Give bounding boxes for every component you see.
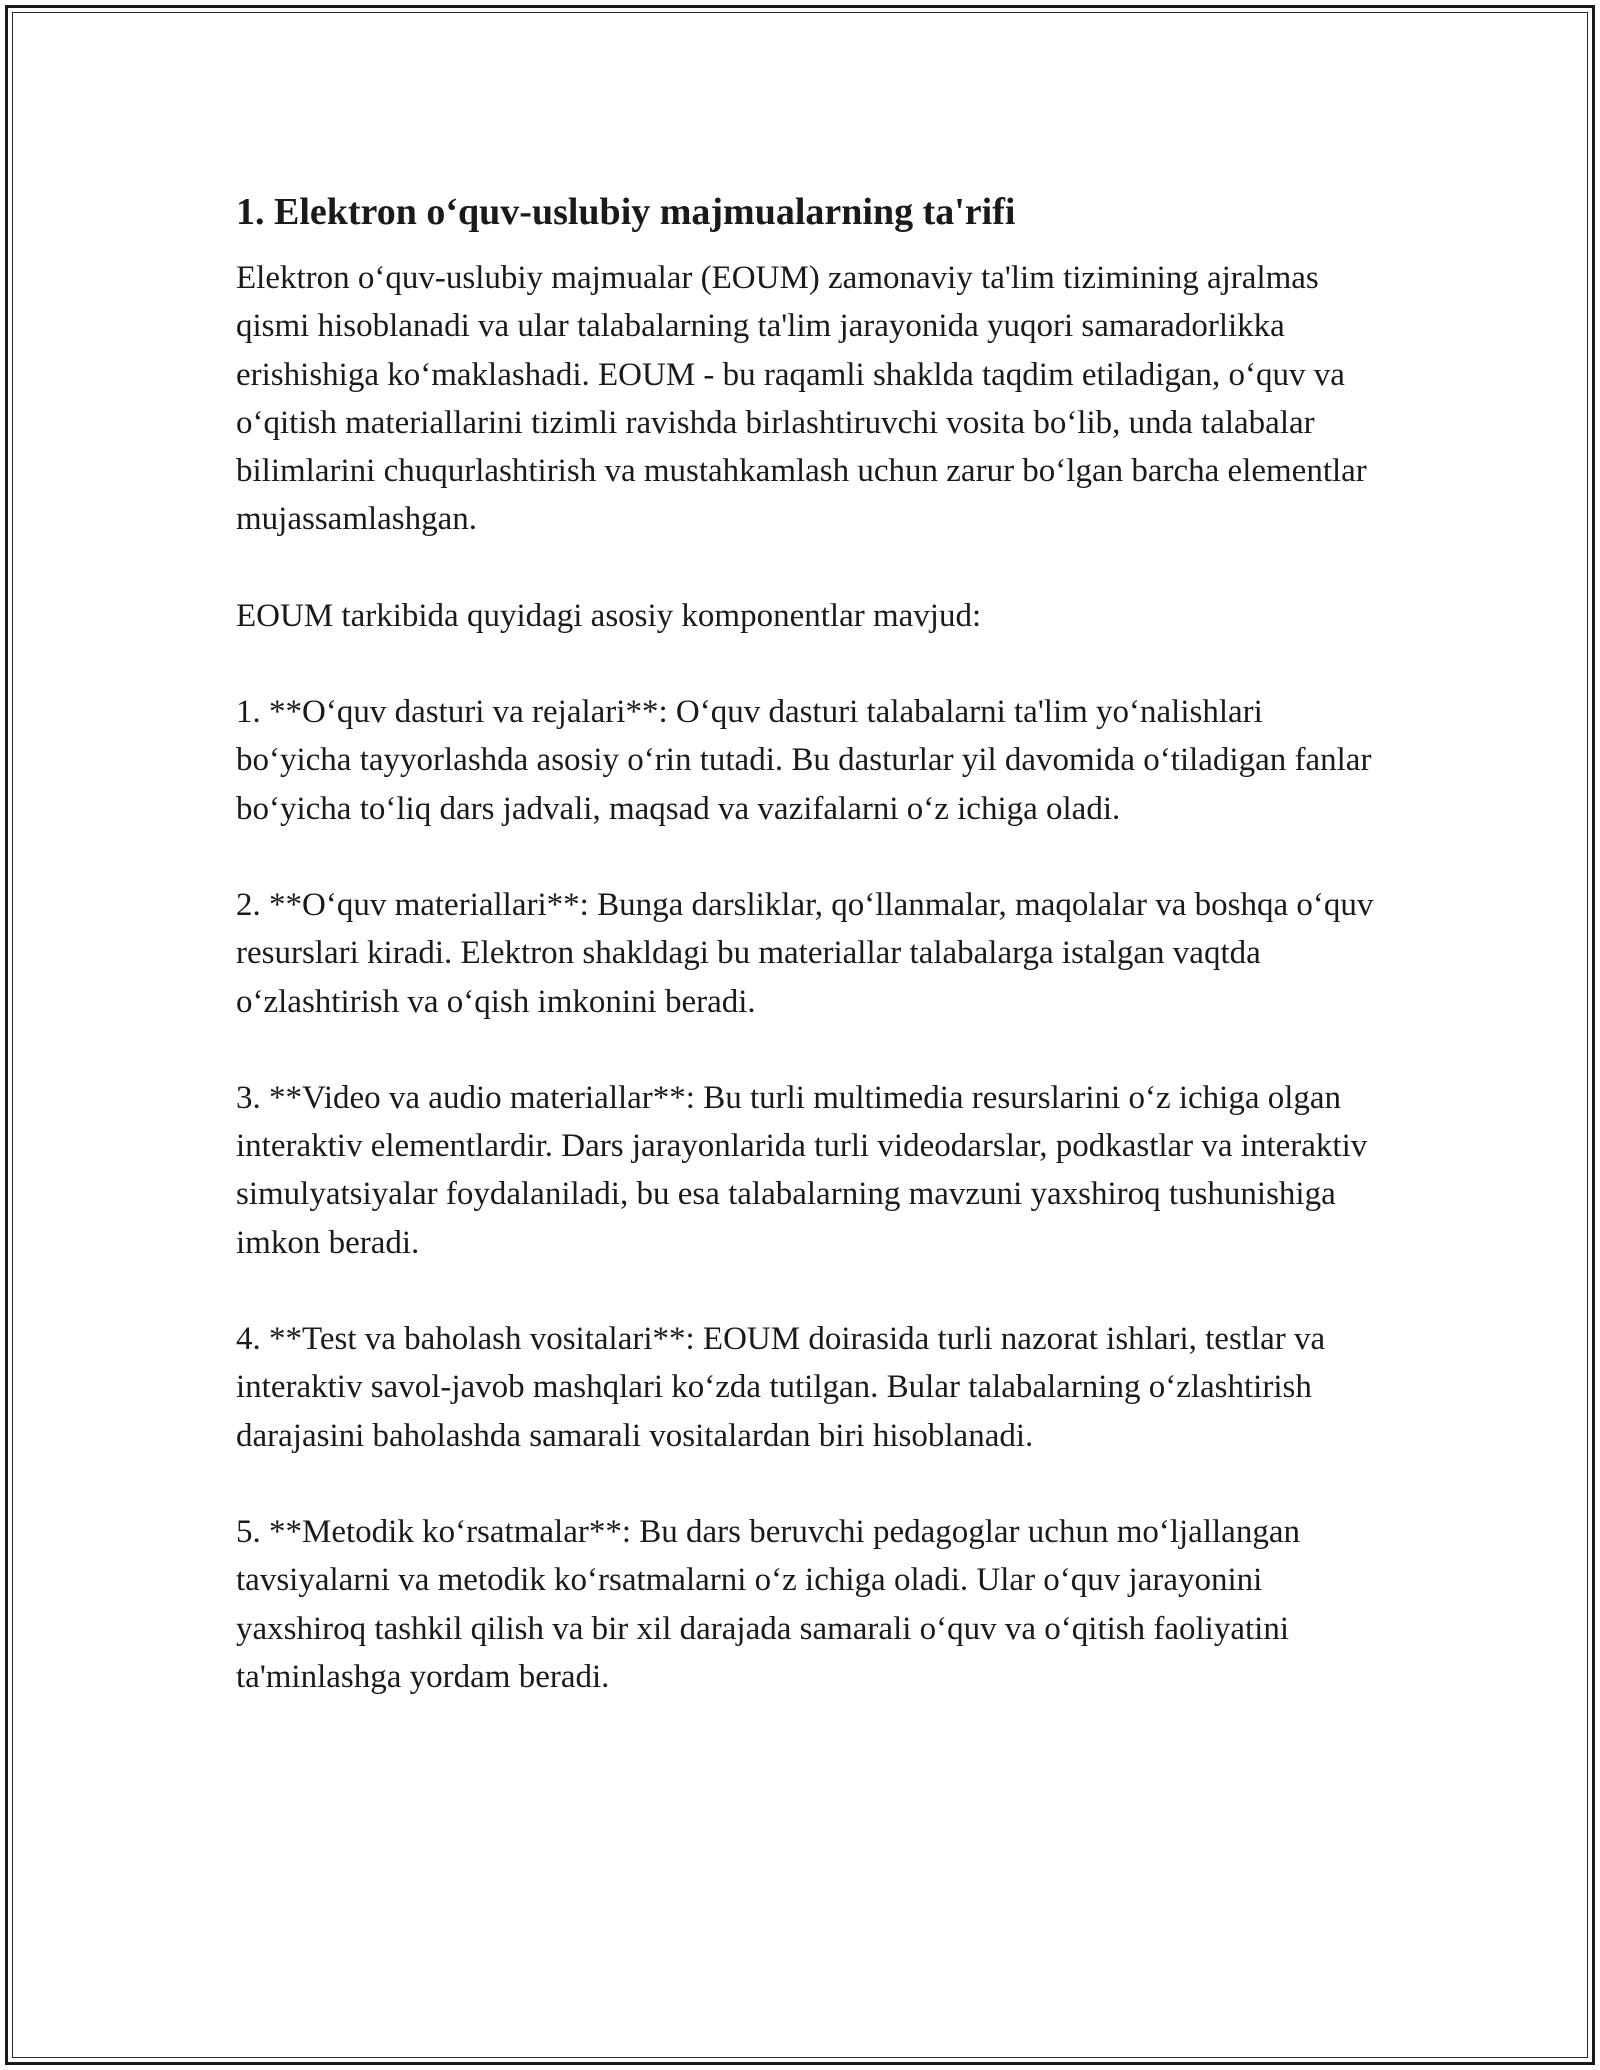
intro-paragraph: Elektron o‘quv-uslubiy majmualar (EOUM) zamonaviy ta'lim tizimining ajralmas qismi hisoblanadi va ular talabalarning ta'lim jarayonida yuqori samaradorlikka erishishiga ko‘maklashadi. EOUM - bu raqamli shaklda taqdim etiladigan, o‘quv va o‘qitish materiallarini tizimli ravishda birlashtiruvchi vosita bo‘lib, unda talabalar bilimlarini chuqurlashtirish va mustahkamlash uchun zarur bo‘lgan barcha elementlar mujassamlashgan. (236, 260, 1367, 538)
list-item-assessment: 4. **Test va baholash vositalari**: EOUM doirasida turli nazorat ishlari, testlar va interaktiv savol-javob mashqlari ko‘zda tutilgan. Bular talabalarning o‘zlashtirish darajasini baholashda samarali vositalardan biri hisoblanadi. (236, 1321, 1326, 1454)
document-body (236, 186, 1376, 1749)
components-lead-paragraph: EOUM tarkibida quyidagi asosiy komponentlar mavjud: (236, 597, 982, 634)
list-item-media: 3. **Video va audio materiallar**: Bu turli multimedia resurslarini o‘z ichiga olgan interaktiv elementlardir. Dars jarayonlarida turli videodarslar, podkastlar va interaktiv simulyatsiyalar foydalaniladi, bu esa talabalarning mavzuni yaxshiroq tushunishiga imkon beradi. (236, 1079, 1368, 1261)
list-item-curriculum: 1. **O‘quv dasturi va rejalari**: O‘quv dasturi talabalarni ta'lim yo‘nalishlari bo‘yicha tayyorlashda asosiy o‘rin tutadi. Bu dasturlar yil davomida o‘tiladigan fanlar bo‘yicha to‘liq dars jadvali, maqsad va vazifalarni o‘z ichiga oladi. (236, 694, 1372, 827)
section-heading: 1. Elektron o‘quv-uslubiy majmualarning ta'rifi (236, 191, 1016, 233)
list-item-guidelines: 5. **Metodik ko‘rsatmalar**: Bu dars beruvchi pedagoglar uchun mo‘ljallangan tavsiyalarni va metodik ko‘rsatmalarni o‘z ichiga oladi. Ular o‘quv jarayonini yaxshiroq tashkil qilish va bir xil darajada samarali o‘quv va o‘qitish faoliyatini ta'minlashga yordam beradi. (236, 1513, 1300, 1695)
list-item-materials: 2. **O‘quv materiallari**: Bunga darsliklar, qo‘llanmalar, maqolalar va boshqa o‘quv resurslari kiradi. Elektron shakldagi bu materiallar talabalarga istalgan vaqtda o‘zlashtirish va o‘qish imkonini beradi. (236, 886, 1374, 1020)
